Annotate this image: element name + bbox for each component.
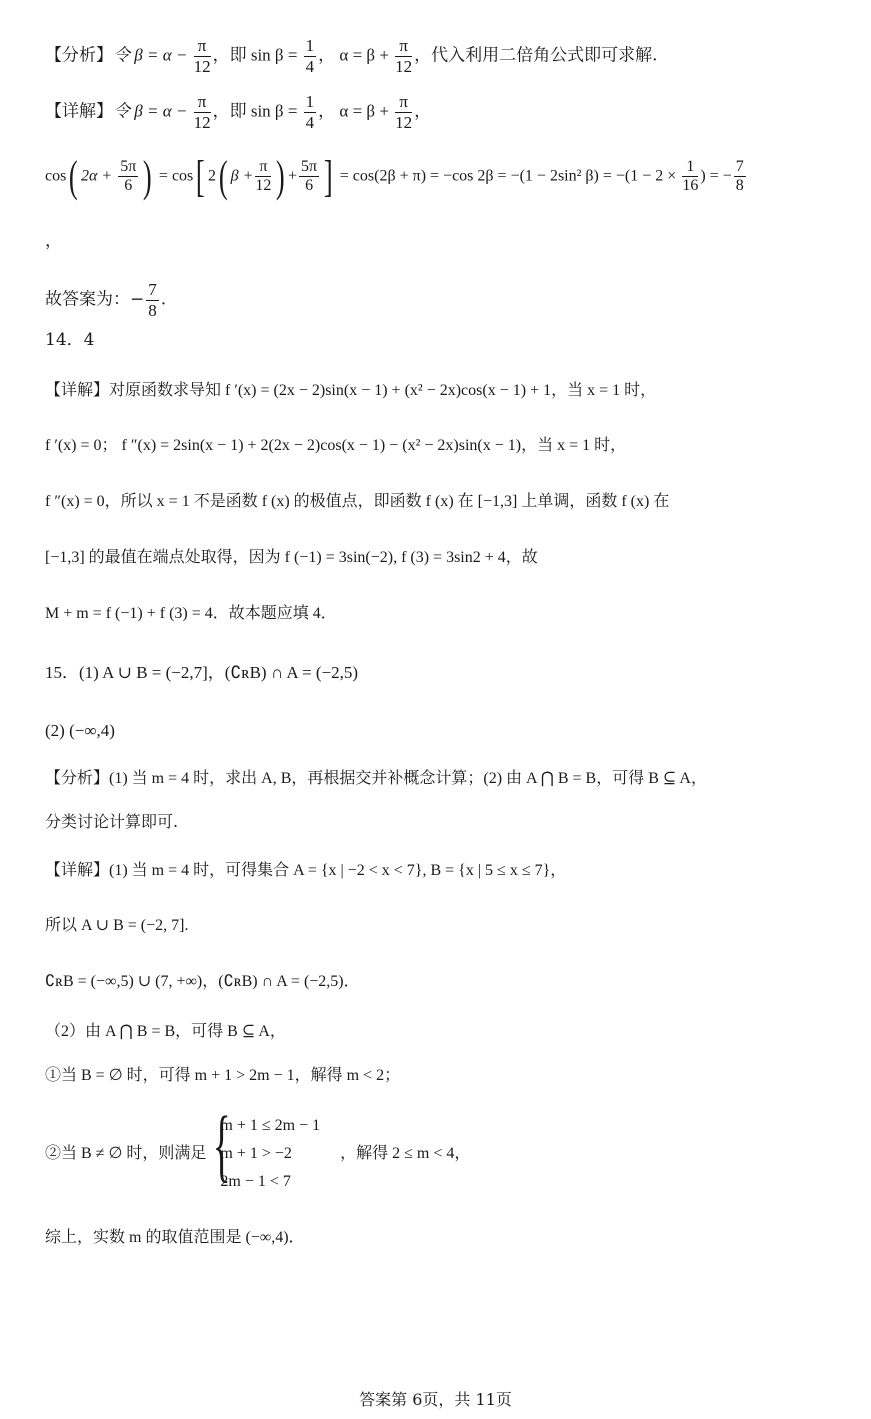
fraction: $\frac{\pi}{12}$	[193, 92, 211, 132]
fraction: $\frac{\pi}{12}$	[193, 36, 211, 76]
fraction: $\frac{1}{4}$	[305, 36, 315, 76]
fraction: $\frac{7}{8}$	[735, 158, 744, 195]
question-14-answer: 14．4	[45, 330, 95, 350]
q15-conclusion: 综上，实数 m 的取值范围是 (−∞,4)．	[45, 1229, 305, 1246]
fraction: $\frac{\pi}{12}$	[255, 158, 272, 195]
q15-analysis-line-1: 【分析】(1) 当 m = 4 时，求出 A, B，再根据交并补概念计算；(2) 由 A ⋂ B = B，可得 B ⊆ A，	[45, 768, 707, 787]
fraction: $\frac{\pi}{12}$	[395, 92, 413, 132]
answer-line: 故答案为：− $\frac{7}{8}$ .	[45, 280, 167, 320]
q14-solution-line-5: M + m = f (−1) + f (3) = 4．故本题应填 4．	[45, 605, 337, 622]
fraction: $\frac{7}{8}$	[148, 280, 157, 320]
q15-case-2: ②当 B ≠ ∅ 时，则满足 { m + 1 ≤ 2m − 1 m + 1 > −2 2m − 1 < 7 ，解得 2 ≤ m < 4，	[45, 1112, 470, 1196]
fraction: $\frac{1}{16}$	[682, 158, 699, 195]
solution-line-1: 【详解】令 β = α − $\frac{\pi}{12}$ ，即 sin β = $\frac{1}{4}$ ， α = β + $\frac{\pi}{12}$ ，	[45, 92, 432, 132]
q15-analysis-line-2: 分类讨论计算即可.	[45, 812, 179, 831]
q14-solution-line-3: f ″(x) = 0，所以 x = 1 不是函数 f (x) 的极值点，即函数 f (x) 在 [−1,3] 上单调，函数 f (x) 在	[45, 493, 670, 510]
analysis-line-1: 【分析】令 β = α − $\frac{\pi}{12}$ ，即 sin β = $\frac{1}{4}$ ， α = β + $\frac{\pi}{12}$ ，代入利用二倍角公式即可求解.	[45, 36, 658, 76]
fraction: $\frac{5\pi}{6}$	[301, 158, 318, 195]
fraction: $\frac{5\pi}{6}$	[120, 158, 137, 195]
q14-solution-line-1: 【详解】对原函数求导知 f ′(x) = (2x − 2)sin(x − 1) + (x² − 2x)cos(x − 1) + 1，当 x = 1 时，	[45, 380, 657, 399]
page-footer: 答案第 6页，共 11页	[359, 1390, 512, 1409]
q15-solution-line-3: ∁ʀB = (−∞,5) ∪ (7, +∞)，(∁ʀB) ∩ A = (−2,5)．	[45, 973, 360, 990]
fraction: $\frac{1}{4}$	[305, 92, 315, 132]
question-15-answer-2: (2) (−∞,4)	[45, 721, 115, 740]
fraction: $\frac{\pi}{12}$	[395, 36, 413, 76]
analysis-label: 【分析】	[45, 45, 113, 66]
q14-solution-line-4: [−1,3] 的最值在端点处取得，因为 f (−1) = 3sin(−2), f (3) = 3sin2 + 4，故	[45, 549, 538, 566]
q15-case-1: ①当 B = ∅ 时，可得 m + 1 > 2m − 1，解得 m < 2；	[45, 1067, 401, 1084]
q15-solution-line-4: （2）由 A ⋂ B = B，可得 B ⊆ A，	[45, 1023, 286, 1040]
q15-solution-line-1: 【详解】(1) 当 m = 4 时，可得集合 A = {x | −2 < x < 7}, B = {x | 5 ≤ x ≤ 7}，	[45, 860, 567, 879]
inequality-system: { m + 1 ≤ 2m − 1 m + 1 > −2 2m − 1 < 7	[208, 1112, 320, 1196]
q15-solution-line-2: 所以 A ∪ B = (−2, 7].	[45, 917, 189, 934]
question-15-answer-1: 15．(1) A ∪ B = (−2,7]，(∁ʀB) ∩ A = (−2,5)	[45, 663, 358, 682]
solution-label: 【详解】	[45, 101, 113, 122]
q14-solution-line-2: f ′(x) = 0； f ″(x) = 2sin(x − 1) + 2(2x − 2)cos(x − 1) − (x² − 2x)sin(x − 1)，当 x = 1 时，	[45, 437, 627, 454]
comma-line: ，	[45, 231, 62, 251]
cos-equation: cos( 2α + $\frac{5\pi}{6}$ ) = cos[ 2( β + $\frac{\pi}{12}$ ) + $\frac{5\pi}{6}$ ] = cos(2β + π) = −cos 2β = −(1 − 2sin² β) = −(1 − 2 × $\frac{1}{16}$ ) = − $\frac{7}{8}$	[45, 152, 744, 202]
